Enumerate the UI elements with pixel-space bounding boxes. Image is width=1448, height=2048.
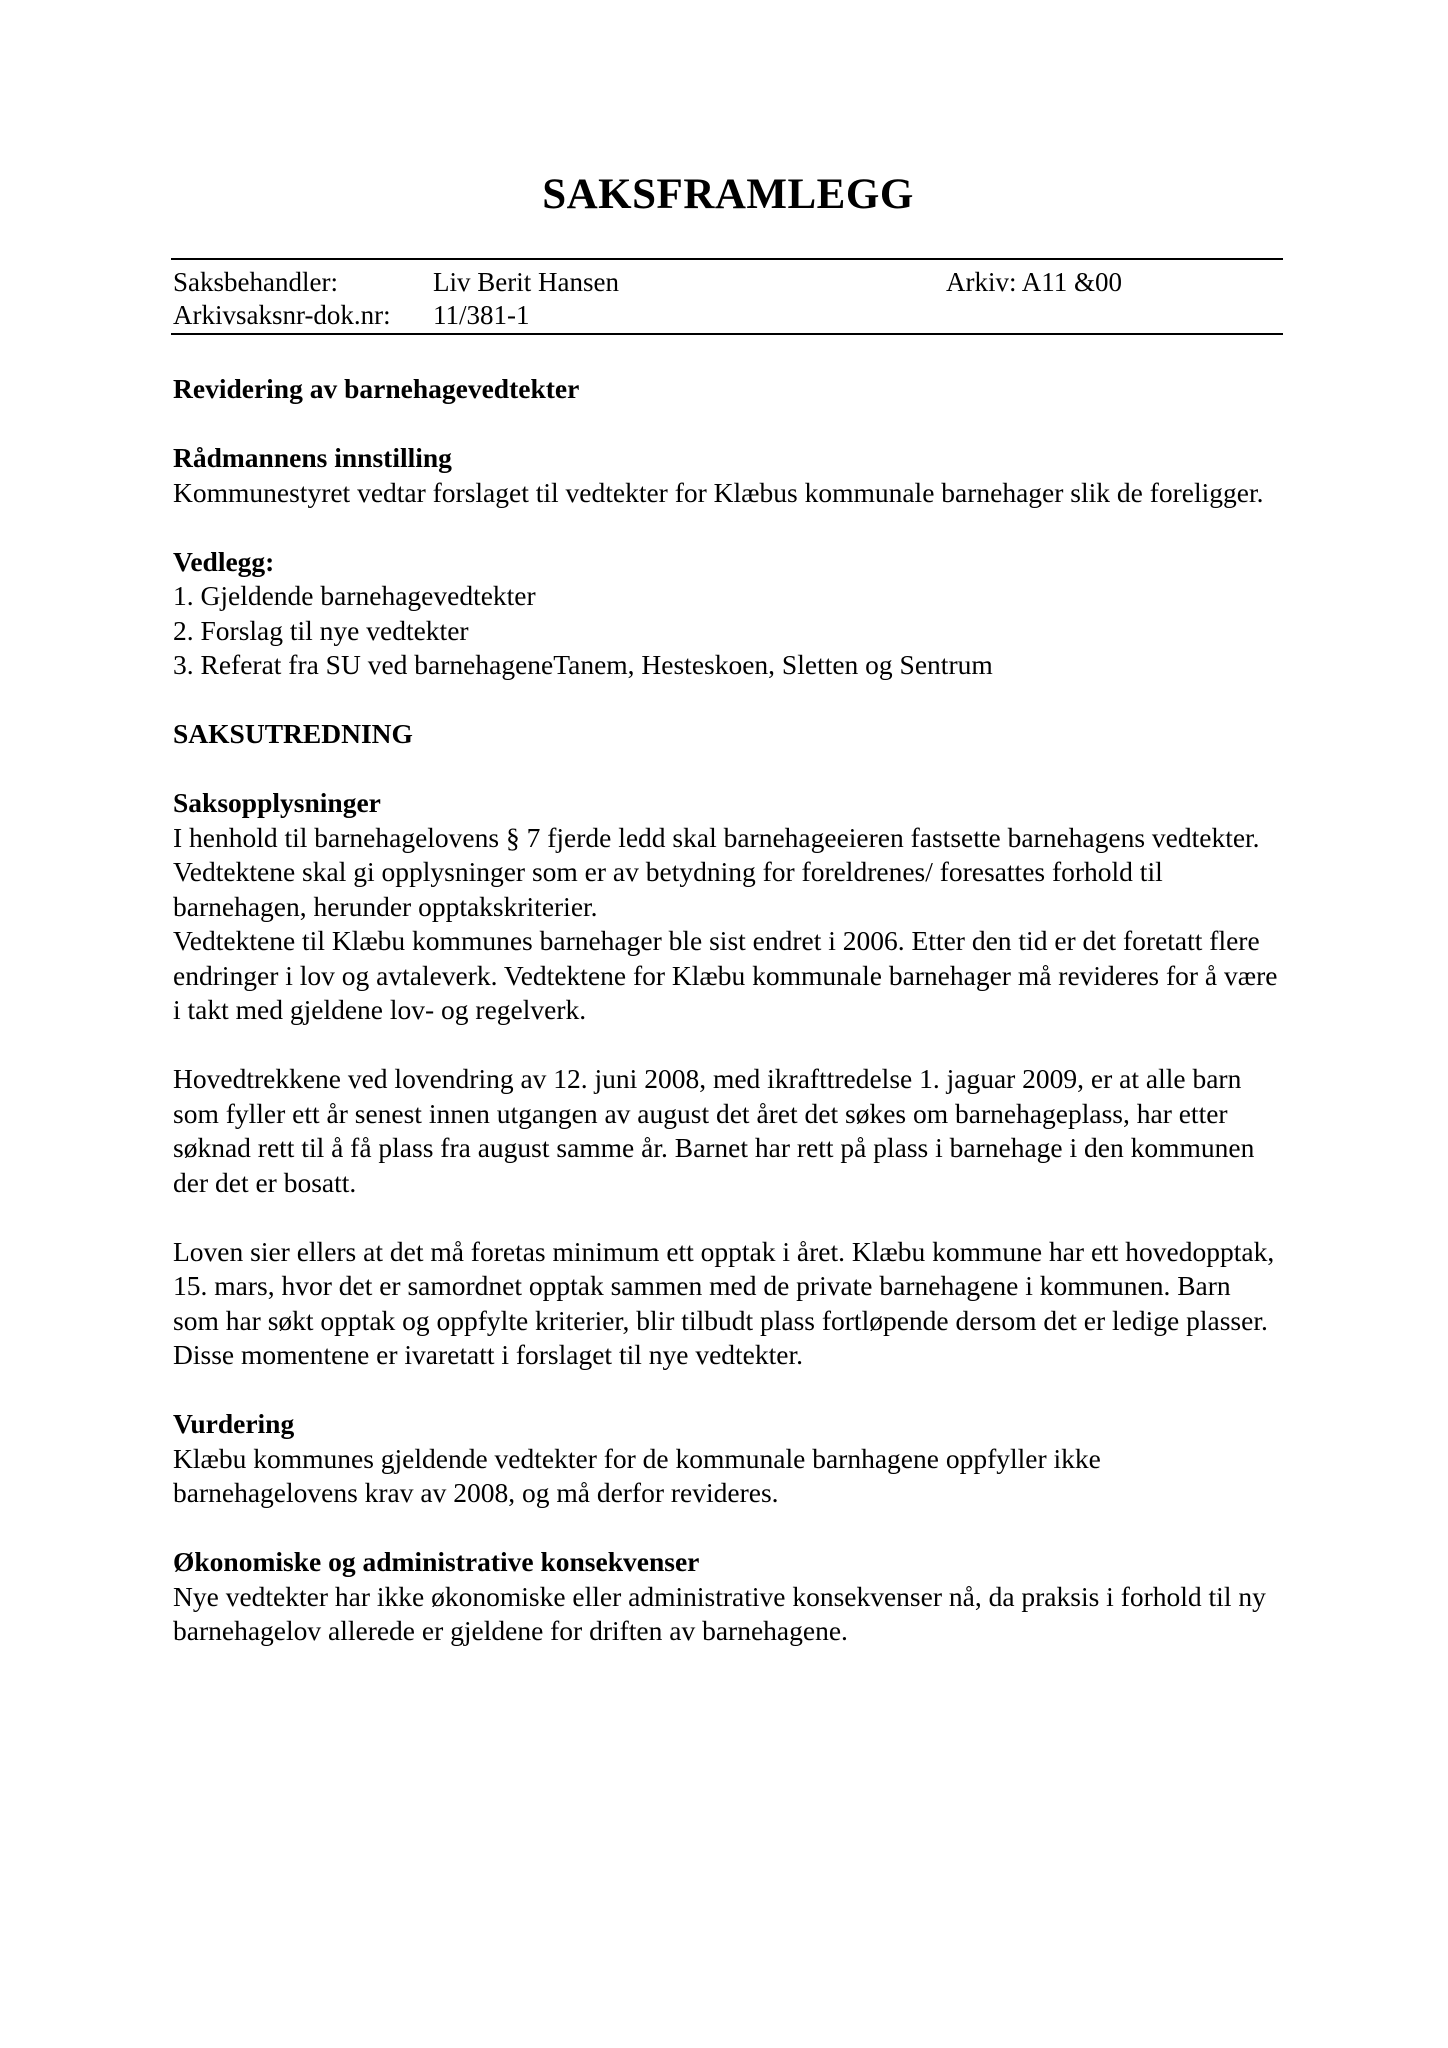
header-top-rule [171, 258, 1283, 260]
document-body [173, 372, 1283, 1649]
spacer [173, 407, 1283, 442]
attachment-item: 1. Gjeldende barnehagevedtekter [173, 580, 536, 611]
assessment-heading: Vurdering [173, 1408, 295, 1439]
spacer [173, 1200, 1283, 1235]
header-bottom-rule [171, 333, 1283, 335]
consequences-text: Nye vedtekter har ikke økonomiske eller administrative konsekvenser nå, da praksis i forhold til ny barnehagelov allerede er gjeldene for driften av barnehagene. [173, 1580, 1266, 1646]
case-handler-label: Saksbehandler: [173, 267, 338, 297]
case-info-heading: Saksopplysninger [173, 787, 381, 818]
recommendation-heading: Rådmannens innstilling [173, 442, 452, 473]
spacer [173, 1028, 1283, 1063]
case-info-paragraph: Vedtektene til Klæbu kommunes barnehager ble sist endret i 2006. Etter den tid er det foretatt flere endringer i lov og avtaleverk. Vedtektene for Klæbu kommunale barnehager må revideres for å være i takt med gjeldene lov- og regelverk. [173, 925, 1278, 1025]
case-handler-value: Liv Berit Hansen [433, 267, 619, 297]
spacer [173, 1373, 1283, 1408]
case-info-paragraph: Loven sier ellers at det må foretas minimum ett opptak i året. Klæbu kommune har ett hovedopptak, 15. mars, hvor det er samordnet opptak sammen med de private barnehagene i kommunen. Barn som har søkt opptak og oppfylte kriterier, blir tilbudt plass fortløpende dersom det er ledige plasser. Disse momentene er ivaretatt i forslaget til nye vedtekter. [173, 1235, 1275, 1370]
spacer [173, 752, 1283, 787]
attachments-heading: Vedlegg: [173, 545, 275, 577]
archive-case-value: 11/381-1 [433, 300, 530, 330]
attachments-list [173, 579, 1283, 683]
attachment-item: 2. Forslag til nye vedtekter [173, 614, 469, 646]
archive-case-label: Arkivsaksnr-dok.nr: [173, 300, 391, 330]
assessment-text: Klæbu kommunes gjeldende vedtekter for de kommunale barnhagene oppfyller ikke barnehagelovens krav av 2008, og må derfor revideres. [173, 1442, 1101, 1508]
spacer [173, 510, 1283, 545]
recommendation-text: Kommunestyret vedtar forslaget til vedtekter for Klæbus kommunale barnehager slik de foreligger. [173, 476, 1264, 508]
document-title: SAKSFRAMLEGG [542, 171, 914, 218]
spacer [173, 683, 1283, 718]
consequences-heading: Økonomiske og administrative konsekvenser [173, 1546, 700, 1577]
investigation-heading: SAKSUTREDNING [173, 718, 413, 749]
attachment-item: 3. Referat fra SU ved barnehageneTanem, Hesteskoen, Sletten og Sentrum [173, 649, 993, 680]
spacer [173, 1511, 1283, 1546]
case-info-paragraph: I henhold til barnehagelovens § 7 fjerde ledd skal barnehageeieren fastsette barnehagens vedtekter. Vedtektene skal gi opplysninger som er av betydning for foreldrenes/ foresattes forhold til barnehagen, herunder opptakskriterier. [173, 821, 1260, 922]
case-info-paragraph: Hovedtrekkene ved lovendring av 12. juni 2008, med ikrafttredelse 1. jaguar 2009, er at alle barn som fyller ett år senest innen utgangen av august det året det søkes om barnehageplass, har etter søknad rett til å få plass fra august samme år. Barnet har rett på plass i barnehage i den kommunen der det er bosatt. [173, 1063, 1255, 1198]
case-title: Revidering av barnehagevedtekter [173, 373, 580, 404]
archive-code: Arkiv: A11 &00 [946, 267, 1123, 297]
